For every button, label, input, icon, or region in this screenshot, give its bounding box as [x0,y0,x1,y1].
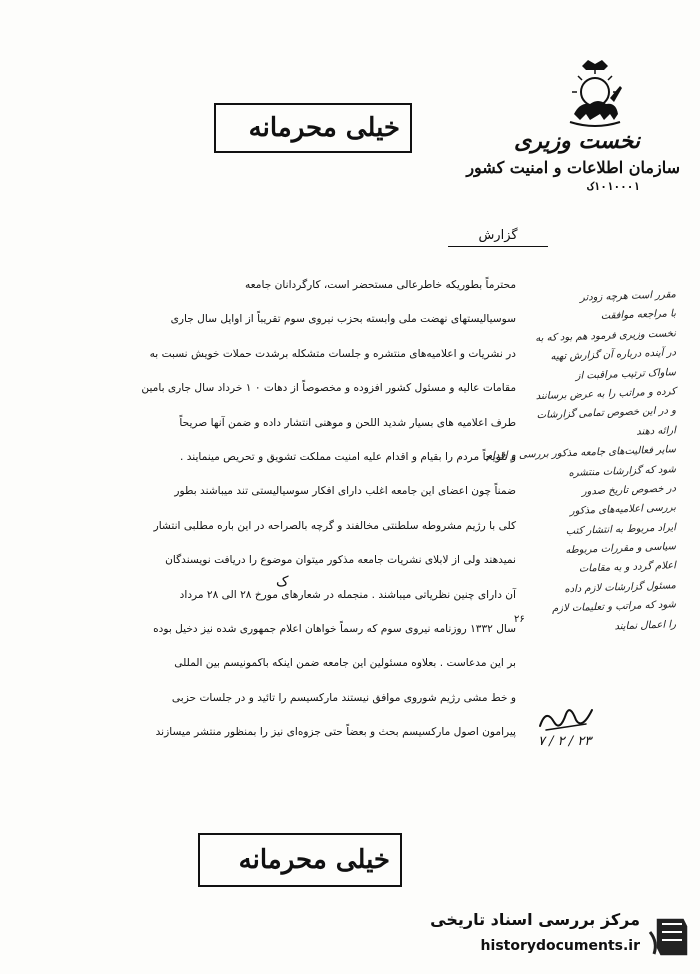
body-line: آن دارای چنین نظریاتی میباشند . منجمله در شعارهای مورخ ۲۸ الی ۲۸ مرداد [179,588,516,601]
letterhead-ministry: نخست وزیری [514,128,640,154]
margin-note-line: ایراد مربوط به انتشار کتب [565,521,677,537]
body-line: سال ۱۳۳۲ روزنامه نیروی سوم که رسماً خواهان اعلام جمهوری شده نیز دخیل بوده [153,622,516,635]
body-line: سوسیالیستهای نهضت ملی وابسته بحزب نیروی سوم تقریباً از اوایل سال جاری [170,313,516,326]
archive-logo-icon [648,912,692,960]
margin-note-line: مسئول گزارشات لازم داده [564,580,677,595]
margin-note-line: در خصوص تاریخ صدور [581,483,677,498]
margin-note-line: مقرر است هرچه زودتر [579,289,677,304]
letterhead-organization: سازمان اطلاعات و امنیت کشور [466,158,680,177]
watermark-url: historydocuments.ir [480,938,640,954]
signature-date: ۲۳ / ۲ / ۷ [538,734,592,749]
report-title: گزارش [448,228,548,247]
body-line: بر این مدعاست . بعلاوه مسئولین این جامعه ضمن اینکه باکمونیسم بین المللی [174,657,516,670]
margin-note-line: سیاسی و مقررات مربوطه [565,541,677,557]
handwritten-margin-note [485,288,677,637]
handwritten-mark: ک [276,574,289,590]
margin-note-line: کرده و مراتب را به عرض برسانند [535,386,677,403]
margin-note-line: ساواک ترتیب مراقبت از [575,366,677,382]
handwritten-signature [536,700,596,736]
margin-note-line: اعلام گردد و به مقامات [578,560,677,576]
margin-note-line: بررسی اعلامیه‌های مذکور [569,502,677,518]
margin-note-line: ارائه دهند [636,424,677,438]
margin-note-line: نخست وزیری فرمود هم بود که به [535,328,677,344]
margin-note-line: شود که گزارشات منتشره [568,463,677,479]
margin-note-line: را اعمال نمایند [614,618,677,633]
margin-note-line: با مراجعه موافقت [600,308,677,323]
top-secret-stamp-bottom: خیلی محرمانه [198,833,402,887]
body-line: کلی با رژیم مشروطه سلطنتی مخالفند و گرچه بالصراحه در این باره مطلبی انتشار [153,519,516,532]
body-line: مقامات عالیه و مسئول کشور افزوده و مخصوصاً از دهات ۰ ۱ خرداد سال جاری بامین [141,382,516,395]
report-body [60,268,516,749]
margin-number: ۲۶ [514,614,525,625]
body-line: در نشریات و اعلامیه‌های منتشره و جلسات متشکله برشدت حملات خویش نسبت به [149,347,516,360]
body-line: ضمناً چون اعضای این جامعه اغلب دارای افکار سوسیالیستی تند میباشند بطور [174,485,516,498]
body-line: پیرامون اصول مارکسیسم بحث و بعضاً حتی جزوه‌ای نیز را بمنظور منتشر میسازند [155,726,516,739]
lion-and-sun-emblem-icon [560,58,630,130]
source-watermark [402,908,692,966]
margin-note-line: در آینده درباره آن گزارش تهیه [550,347,677,363]
top-secret-stamp-top: خیلی محرمانه [214,103,412,153]
body-line: و خط مشی رژیم شوروی موافق نیستند مارکسیسم را تائید و در جلسات حزبی [171,691,516,704]
margin-note-line: سایر فعالیت‌های جامعه مذکور بررسی و اقدام [485,444,677,462]
margin-note-line: و در این خصوص تمامی گزارشات [536,405,677,422]
watermark-title: مرکز بررسی اسناد تاریخی [430,910,640,929]
body-line: محترماً بطوریکه خاطرعالی مستحضر است، کارگردانان جامعه [245,279,516,291]
body-line: و تلویحاً مردم را بقیام و اقدام علیه امنیت مملکت تشویق و تحریص مینمایند . [179,450,516,463]
body-line: طرف اعلامیه های بسیار شدید اللحن و موهنی انتشار داده و ضمن آنها صریحاً [179,416,516,429]
body-line: نمیدهند ولی از لابلای نشریات جامعه مذکور میتوان موضوع را دریافت نویسندگان [165,554,516,567]
margin-note-line: شود که مراتب و تعلیمات لازم [551,599,677,615]
letterhead-reference-number: ۱۰۱۰۰۰۱ک [587,180,640,193]
